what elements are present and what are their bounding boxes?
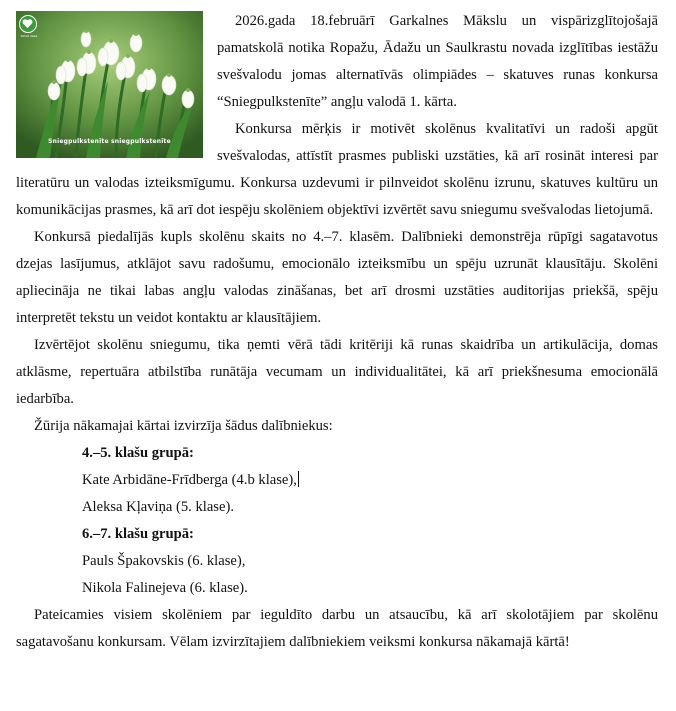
snowdrop-photo bbox=[16, 11, 203, 158]
winner-item bbox=[16, 467, 658, 494]
winner-item: Aleksa Kļaviņa (5. klase). bbox=[82, 499, 234, 515]
paragraph-intro: 2026.gada 18.februārī Garkalnes Mākslu un vispārizglītojošajā pamatskolā notika Ropažu, Ādažu un Saulkrastu novada izglītības iestāžu svešvalodu jomas alternatīvās olimpiādes – skatuves runas konkursa “Sniegpulkstenīte” angļu valodā 1. kārta. bbox=[217, 13, 658, 110]
winner-item: Nikola Falinejeva (6. klase). bbox=[82, 580, 248, 596]
paragraph-criteria: Izvērtējot skolēnu sniegumu, tika ņemti vērā tādi kritēriji kā runas skaidrība un artikulācija, domas atklāsme, repertuāra atbilstība runātāja vecumam un individualitātei, kā arī priekšnesuma emocionālā iedarbība. bbox=[16, 337, 658, 407]
group-title-4-5: 4.–5. klašu grupā: bbox=[82, 445, 194, 461]
text-cursor bbox=[298, 471, 299, 487]
paragraph-goal: Konkursa mērķis ir motivēt skolēnus kvalitatīvi un radoši apgūt svešvalodas, attīstīt prasmes publiski uzstāties, kā arī rosināt interesi par literatūru un valodas izteiksmīgumu. Konkursa uzdevumi ir pilnveidot skolēnu izrunu, skatuves kultūru un komunikācijas prasmes, kā arī dot iespēju skolēniem objektīvi izvērtēt savu sniegumu svešvalodas lietojumā. bbox=[16, 121, 658, 218]
paragraph-jury: Žūrija nākamajai kārtai izvirzīja šādus dalībniekus: bbox=[34, 418, 333, 434]
winner-name: Kate Arbidāne-Frīdberga (4.b klase), bbox=[82, 472, 297, 488]
group-title-6-7: 6.–7. klašu grupā: bbox=[82, 526, 194, 542]
photo-caption: Sniegpulkstenīte sniegpulkstenīte bbox=[48, 138, 171, 145]
logo-text: Dzīvā daba bbox=[20, 34, 38, 38]
logo-heart-icon bbox=[19, 15, 37, 33]
paragraph-participants: Konkursā piedalījās kupls skolēnu skaits no 4.–7. klasēm. Dalībnieki demonstrēja rūpīgi sagatavotus dzejas lasījumus, atklājot savu radošumu, emocionālo izteiksmību un spēju uzrunāt klausītāju. Skolēni apliecināja ne tikai labas angļu valodas zināšanas, bet arī drosmi uzstāties auditorijas priekšā, spēju interpretēt tekstu un veidot kontaktu ar klausītājiem. bbox=[16, 229, 658, 326]
winners-list bbox=[16, 440, 658, 602]
paragraph-thanks: Pateicamies visiem skolēniem par ieguldīto darbu un atsaucību, kā arī skolotājiem par skolēnu sagatavošanu konkursam. Vēlam izvirzītajiem dalībniekiem veiksmi konkursa nākamajā kārtā! bbox=[16, 607, 658, 650]
document-page bbox=[16, 8, 658, 656]
winner-item: Pauls Špakovskis (6. klase), bbox=[82, 553, 246, 569]
